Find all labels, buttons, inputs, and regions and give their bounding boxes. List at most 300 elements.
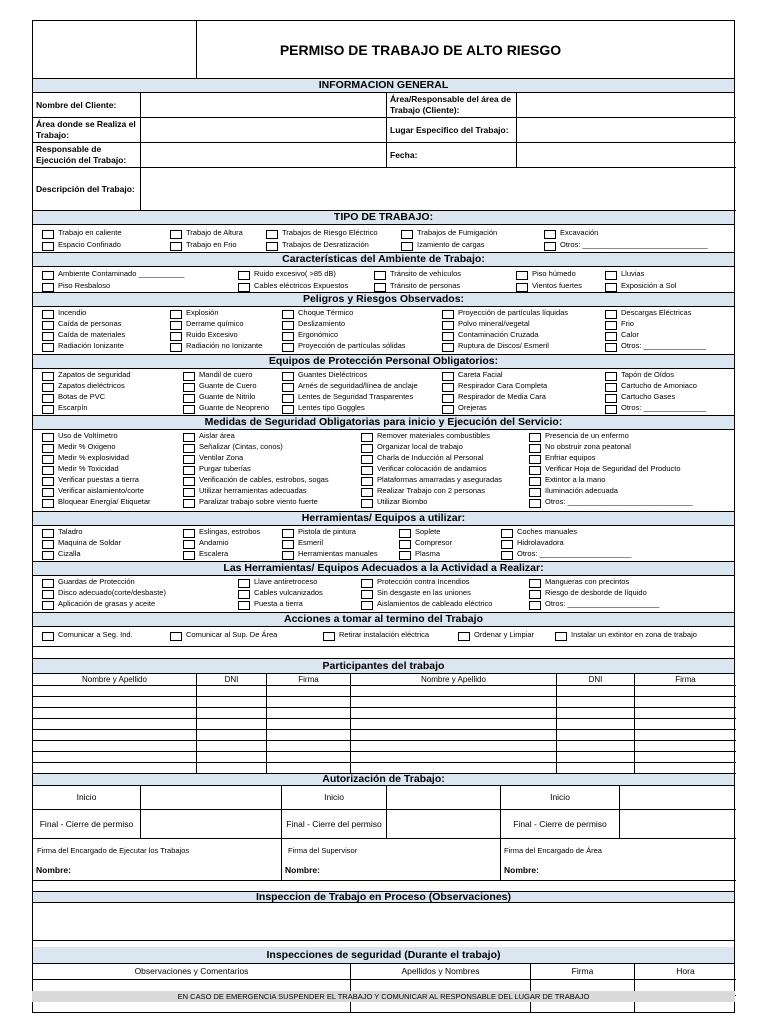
checkbox-item[interactable]: [282, 319, 442, 330]
checkbox[interactable]: [399, 540, 411, 549]
checkbox[interactable]: [529, 444, 541, 453]
checkbox-label: Derrame químico: [186, 319, 244, 328]
table-cell[interactable]: [557, 741, 635, 752]
table-cell[interactable]: [557, 763, 635, 774]
checkbox-item[interactable]: Ambiente Contaminado ___________: [42, 269, 232, 280]
input-fecha[interactable]: [517, 143, 736, 168]
input-area-donde[interactable]: [141, 118, 387, 143]
table-cell[interactable]: [635, 708, 736, 719]
checkbox-item[interactable]: [442, 381, 602, 392]
table-cell[interactable]: [267, 686, 351, 697]
checkbox-item[interactable]: Ruido excesivo( >85 dB): [238, 269, 373, 280]
checkbox-item[interactable]: [501, 538, 701, 549]
checkbox-item[interactable]: [183, 475, 358, 486]
checkbox[interactable]: [529, 455, 541, 464]
table-cell[interactable]: [557, 719, 635, 730]
checkbox-item[interactable]: [361, 577, 529, 588]
table-cell[interactable]: [33, 686, 197, 697]
table-cell[interactable]: [267, 730, 351, 741]
checkbox[interactable]: [529, 590, 541, 599]
table-cell[interactable]: [557, 752, 635, 763]
checkbox-item[interactable]: [183, 464, 358, 475]
checkbox-item[interactable]: [282, 392, 442, 403]
input-lugar[interactable]: [517, 118, 736, 143]
checkbox-item[interactable]: [42, 527, 182, 538]
checkbox[interactable]: [183, 383, 195, 392]
checkbox[interactable]: [183, 433, 195, 442]
checkbox[interactable]: [42, 372, 54, 381]
checkbox-item[interactable]: [183, 381, 278, 392]
input-final-2[interactable]: [387, 810, 501, 839]
checkbox-item[interactable]: Exposición a Sol: [605, 281, 725, 292]
checkbox[interactable]: [442, 321, 454, 330]
checkbox-item[interactable]: [42, 549, 182, 560]
checkbox[interactable]: [361, 444, 373, 453]
checkbox-item[interactable]: Trabajos de Fumigación: [401, 228, 541, 239]
table-cell[interactable]: [267, 708, 351, 719]
checkbox-item[interactable]: [605, 370, 730, 381]
checkbox-item[interactable]: [361, 464, 529, 475]
checkbox[interactable]: [442, 383, 454, 392]
table-cell[interactable]: [635, 752, 736, 763]
table-cell[interactable]: [267, 719, 351, 730]
checkbox[interactable]: [238, 590, 250, 599]
checkbox-item[interactable]: [42, 341, 167, 352]
checkbox-item[interactable]: [170, 330, 278, 341]
checkbox-item[interactable]: [282, 527, 397, 538]
checkbox-item[interactable]: [605, 308, 730, 319]
checkbox-label: Cables vulcanizados: [254, 588, 323, 597]
checkbox-item[interactable]: [282, 538, 397, 549]
col-apellidos: Apellidos y Nombres: [351, 964, 531, 980]
checkbox[interactable]: [282, 405, 294, 414]
checkbox-item[interactable]: [399, 549, 499, 560]
checkbox[interactable]: [605, 310, 617, 319]
checkbox-item[interactable]: [361, 599, 529, 610]
input-inicio-1[interactable]: [141, 786, 282, 810]
checkbox[interactable]: [361, 433, 373, 442]
checkbox[interactable]: [361, 466, 373, 475]
checkbox[interactable]: [183, 372, 195, 381]
checkbox-item[interactable]: Excavación: [544, 228, 664, 239]
checkbox-item[interactable]: [42, 330, 167, 341]
checkbox-item[interactable]: [529, 599, 729, 610]
table-cell[interactable]: [635, 719, 736, 730]
checkbox-label: Verificar colocación de andamios: [377, 464, 487, 473]
checkbox[interactable]: [282, 372, 294, 381]
checkbox-item[interactable]: Tránsito de vehículos: [374, 269, 514, 280]
checkbox[interactable]: [42, 477, 54, 486]
checkbox-item[interactable]: [442, 403, 602, 414]
checkbox-item[interactable]: [183, 431, 358, 442]
checkbox[interactable]: [529, 499, 541, 508]
checkbox-item[interactable]: Trabajo en caliente: [42, 228, 162, 239]
checkbox[interactable]: [183, 540, 195, 549]
checkbox-item[interactable]: [529, 453, 729, 464]
checkbox-item[interactable]: Ordenar y Limpiar: [458, 630, 558, 641]
checkbox-item[interactable]: [238, 588, 358, 599]
checkbox[interactable]: [361, 477, 373, 486]
checkbox[interactable]: [282, 529, 294, 538]
checkbox-item[interactable]: [361, 431, 529, 442]
checkbox-item[interactable]: [183, 453, 358, 464]
checkbox-item[interactable]: [238, 577, 358, 588]
checkbox[interactable]: [183, 488, 195, 497]
table-cell[interactable]: [635, 697, 736, 708]
checkbox[interactable]: [42, 383, 54, 392]
table-cell[interactable]: [33, 697, 197, 708]
table-cell[interactable]: [557, 686, 635, 697]
checkbox-item[interactable]: Trabajos de Desratización: [266, 240, 398, 251]
checkbox-item[interactable]: [282, 381, 442, 392]
table-cell[interactable]: [351, 752, 557, 763]
checkbox-item[interactable]: Piso húmedo: [516, 269, 606, 280]
section-seguridad: Inspecciones de seguridad (Durante el trabajo): [33, 947, 734, 964]
input-inicio-3[interactable]: [620, 786, 736, 810]
checkbox[interactable]: [42, 590, 54, 599]
checkbox-item[interactable]: [183, 442, 358, 453]
checkbox-item[interactable]: [183, 403, 278, 414]
checkbox-item[interactable]: [183, 392, 278, 403]
table-cell[interactable]: [351, 686, 557, 697]
checkbox-item[interactable]: [442, 308, 602, 319]
checkbox[interactable]: [361, 579, 373, 588]
checkbox[interactable]: [361, 590, 373, 599]
checkbox[interactable]: [42, 394, 54, 403]
checkbox-item[interactable]: [442, 370, 602, 381]
checkbox-item[interactable]: [361, 588, 529, 599]
checkbox[interactable]: [170, 343, 182, 352]
table-cell[interactable]: [351, 719, 557, 730]
checkbox-item[interactable]: [183, 538, 278, 549]
checkbox-item[interactable]: Espacio Confinado: [42, 240, 162, 251]
checkbox-label: Hidrolavadora: [517, 538, 564, 547]
table-cell[interactable]: [197, 708, 267, 719]
checkbox-item[interactable]: [361, 475, 529, 486]
checkbox[interactable]: [170, 310, 182, 319]
checkbox[interactable]: [529, 466, 541, 475]
checkbox[interactable]: [442, 332, 454, 341]
participantes-table: [33, 674, 734, 774]
checkbox-item[interactable]: [42, 577, 232, 588]
info-grid: [33, 93, 734, 211]
checkbox[interactable]: [183, 405, 195, 414]
checkbox-item[interactable]: [42, 442, 182, 453]
checkbox[interactable]: [42, 405, 54, 414]
checkbox[interactable]: [42, 579, 54, 588]
checkbox[interactable]: [170, 332, 182, 341]
checkbox-label: Sin desgaste en las uniones: [377, 588, 471, 597]
checkbox-item[interactable]: [42, 588, 232, 599]
checkbox[interactable]: [183, 499, 195, 508]
checkbox[interactable]: [605, 372, 617, 381]
checkbox[interactable]: [282, 310, 294, 319]
tipo-options: [33, 225, 734, 253]
checkbox-item[interactable]: [529, 475, 729, 486]
checkbox[interactable]: [42, 540, 54, 549]
checkbox[interactable]: [183, 529, 195, 538]
checkbox[interactable]: [42, 466, 54, 475]
table-cell[interactable]: [557, 730, 635, 741]
table-cell[interactable]: [33, 719, 197, 730]
checkbox[interactable]: [501, 529, 513, 538]
checkbox[interactable]: [42, 444, 54, 453]
checkbox-label: Utilizar herramientas adecuadas: [199, 486, 307, 495]
checkbox[interactable]: [529, 477, 541, 486]
checkbox-item[interactable]: Vientos fuertes: [516, 281, 606, 292]
table-cell[interactable]: [197, 697, 267, 708]
input-final-3[interactable]: [620, 810, 736, 839]
checkbox-item[interactable]: [605, 403, 730, 414]
checkbox[interactable]: [529, 433, 541, 442]
checkbox[interactable]: [42, 455, 54, 464]
col-hora: Hora: [635, 964, 736, 980]
checkbox[interactable]: [183, 477, 195, 486]
checkbox[interactable]: [282, 343, 294, 352]
checkbox-item[interactable]: [442, 330, 602, 341]
checkbox-label: Respirador de Media Cara: [458, 392, 546, 401]
checkbox[interactable]: [42, 332, 54, 341]
checkbox[interactable]: [442, 405, 454, 414]
table-cell[interactable]: [635, 741, 736, 752]
checkbox[interactable]: [442, 394, 454, 403]
checkbox[interactable]: [361, 601, 373, 610]
checkbox-item[interactable]: [282, 370, 442, 381]
table-cell[interactable]: [197, 686, 267, 697]
table-cell[interactable]: [33, 741, 197, 752]
input-final-1[interactable]: [141, 810, 282, 839]
checkbox[interactable]: [183, 455, 195, 464]
ambiente-options: [33, 267, 734, 293]
checkbox[interactable]: [361, 488, 373, 497]
checkbox-label: Ergonómico: [298, 330, 339, 339]
checkbox[interactable]: [42, 321, 54, 330]
checkbox-label: Cartucho Gases: [621, 392, 676, 401]
checkbox[interactable]: [501, 540, 513, 549]
table-cell[interactable]: [351, 741, 557, 752]
checkbox[interactable]: [529, 601, 541, 610]
checkbox[interactable]: [42, 433, 54, 442]
table-cell[interactable]: [197, 730, 267, 741]
checkbox[interactable]: [442, 310, 454, 319]
checkbox[interactable]: [605, 405, 617, 414]
checkbox-item[interactable]: [183, 486, 358, 497]
table-cell[interactable]: [197, 752, 267, 763]
checkbox-item[interactable]: [361, 486, 529, 497]
checkbox-item[interactable]: [183, 527, 278, 538]
checkbox-item[interactable]: Retirar instalación eléctrica: [323, 630, 453, 641]
checkbox-item[interactable]: [529, 497, 729, 508]
table-cell[interactable]: [351, 730, 557, 741]
checkbox-item[interactable]: [399, 527, 499, 538]
checkbox[interactable]: [42, 343, 54, 352]
checkbox[interactable]: [399, 529, 411, 538]
checkbox[interactable]: [605, 343, 617, 352]
checkbox-item[interactable]: [42, 381, 182, 392]
checkbox-item[interactable]: [442, 319, 602, 330]
checkbox-item[interactable]: [361, 442, 529, 453]
table-cell[interactable]: [267, 697, 351, 708]
checkbox-item[interactable]: [42, 464, 182, 475]
table-cell[interactable]: [33, 752, 197, 763]
checkbox-item[interactable]: [529, 442, 729, 453]
checkbox-item[interactable]: Comunicar al Sup. De Área: [170, 630, 310, 641]
checkbox-item[interactable]: [170, 308, 278, 319]
table-cell[interactable]: [33, 763, 197, 774]
checkbox[interactable]: [442, 343, 454, 352]
checkbox-item[interactable]: [529, 464, 729, 475]
checkbox[interactable]: [183, 394, 195, 403]
column-header: Firma: [635, 674, 736, 686]
checkbox-label: Choque Térmico: [298, 308, 354, 317]
checkbox-item[interactable]: Piso Resbaloso: [42, 281, 232, 292]
checkbox-item[interactable]: [361, 497, 529, 508]
checkbox-label: Señalizar (Cintas, conos): [199, 442, 283, 451]
checkbox-item[interactable]: [282, 341, 442, 352]
checkbox-item[interactable]: [529, 577, 729, 588]
checkbox-item[interactable]: Trabajos de Riesgo Eléctrico: [266, 228, 398, 239]
checkbox-item[interactable]: [42, 486, 182, 497]
table-cell[interactable]: [635, 686, 736, 697]
checkbox[interactable]: [501, 551, 513, 560]
checkbox-item[interactable]: [282, 330, 442, 341]
checkbox[interactable]: [282, 332, 294, 341]
table-cell[interactable]: [197, 741, 267, 752]
checkbox[interactable]: [361, 455, 373, 464]
checkbox-item[interactable]: [42, 431, 182, 442]
table-cell[interactable]: [557, 697, 635, 708]
checkbox-item[interactable]: [42, 497, 182, 508]
checkbox-item[interactable]: [529, 431, 729, 442]
checkbox[interactable]: [529, 579, 541, 588]
checkbox-item[interactable]: [282, 403, 442, 414]
checkbox-item[interactable]: [399, 538, 499, 549]
checkbox-item[interactable]: Instalar un extintor en zona de trabajo: [555, 630, 735, 641]
checkbox-item[interactable]: Lluvias: [605, 269, 725, 280]
checkbox[interactable]: [282, 394, 294, 403]
inspeccion-observaciones[interactable]: [33, 903, 734, 941]
checkbox[interactable]: [238, 579, 250, 588]
checkbox-item[interactable]: [529, 588, 729, 599]
checkbox-label: Botas de PVC: [58, 392, 106, 401]
checkbox-item[interactable]: Tránsito de personas: [374, 281, 514, 292]
checkbox[interactable]: [399, 551, 411, 560]
section-info: INFORMACION GENERAL: [33, 79, 734, 93]
checkbox-item[interactable]: Trabajo de Altura: [170, 228, 262, 239]
checkbox-item[interactable]: [42, 599, 232, 610]
checkbox-item[interactable]: [238, 599, 358, 610]
checkbox[interactable]: [605, 383, 617, 392]
checkbox-item[interactable]: [42, 392, 182, 403]
table-cell[interactable]: [635, 730, 736, 741]
input-inicio-2[interactable]: [387, 786, 501, 810]
checkbox-label: Bloquear Energía/ Etiquetar: [58, 497, 151, 506]
table-cell[interactable]: [197, 763, 267, 774]
table-cell[interactable]: [267, 741, 351, 752]
checkbox-item[interactable]: [605, 392, 730, 403]
checkbox[interactable]: [170, 321, 182, 330]
table-cell[interactable]: [267, 752, 351, 763]
table-cell[interactable]: [197, 719, 267, 730]
checkbox[interactable]: [605, 332, 617, 341]
checkbox[interactable]: [183, 444, 195, 453]
checkbox[interactable]: [361, 499, 373, 508]
checkbox[interactable]: [238, 601, 250, 610]
checkbox-item[interactable]: [605, 330, 730, 341]
checkbox-item[interactable]: Trabajo en Frio: [170, 240, 262, 251]
checkbox-item[interactable]: [42, 319, 167, 330]
input-descripcion[interactable]: [141, 168, 736, 211]
checkbox-label: Aplicación de grasas y aceite: [58, 599, 156, 608]
checkbox-item[interactable]: [42, 538, 182, 549]
checkbox-item[interactable]: [501, 549, 701, 560]
checkbox-item[interactable]: [183, 549, 278, 560]
checkbox-item[interactable]: [183, 370, 278, 381]
table-cell[interactable]: [351, 697, 557, 708]
checkbox-item[interactable]: [170, 341, 278, 352]
checkbox-item[interactable]: Comunicar a Seg. Ind.: [42, 630, 167, 641]
input-responsable[interactable]: [141, 143, 387, 168]
table-cell[interactable]: [33, 708, 197, 719]
checkbox[interactable]: [42, 310, 54, 319]
table-cell[interactable]: [33, 730, 197, 741]
checkbox-item[interactable]: [183, 497, 358, 508]
table-cell[interactable]: [557, 708, 635, 719]
input-area-resp[interactable]: [517, 93, 736, 118]
checkbox-item[interactable]: [442, 341, 602, 352]
checkbox[interactable]: [282, 551, 294, 560]
checkbox[interactable]: [183, 551, 195, 560]
checkbox-item[interactable]: [42, 403, 182, 414]
checkbox[interactable]: [605, 321, 617, 330]
checkbox-item[interactable]: [442, 392, 602, 403]
checkbox-item[interactable]: [605, 341, 730, 352]
checkbox-item[interactable]: Otros: ______________________________: [544, 240, 734, 251]
checkbox-item[interactable]: Cables eléctricos Expuestos: [238, 281, 373, 292]
checkbox-item[interactable]: [42, 453, 182, 464]
checkbox-item[interactable]: [42, 370, 182, 381]
input-cliente[interactable]: [141, 93, 387, 118]
checkbox-label: Protección contra Incendios: [377, 577, 470, 586]
checkbox-item[interactable]: [605, 381, 730, 392]
checkbox-item[interactable]: [361, 453, 529, 464]
checkbox-item[interactable]: [529, 486, 729, 497]
checkbox[interactable]: [42, 529, 54, 538]
checkbox[interactable]: [282, 321, 294, 330]
table-cell[interactable]: [635, 763, 736, 774]
checkbox[interactable]: [282, 383, 294, 392]
checkbox[interactable]: [605, 394, 617, 403]
checkbox-item[interactable]: Izamiento de cargas: [401, 240, 541, 251]
checkbox-item[interactable]: [42, 308, 167, 319]
checkbox-item[interactable]: [501, 527, 701, 538]
table-cell[interactable]: [351, 708, 557, 719]
checkbox[interactable]: [529, 488, 541, 497]
checkbox-item[interactable]: [282, 549, 397, 560]
checkbox-item[interactable]: [170, 319, 278, 330]
checkbox-item[interactable]: [42, 475, 182, 486]
checkbox[interactable]: [42, 601, 54, 610]
checkbox[interactable]: [442, 372, 454, 381]
checkbox[interactable]: [282, 540, 294, 549]
checkbox[interactable]: [42, 488, 54, 497]
checkbox-item[interactable]: [605, 319, 730, 330]
checkbox-item[interactable]: [282, 308, 442, 319]
checkbox[interactable]: [42, 551, 54, 560]
checkbox-label: Aislamientos de cableado eléctrico: [377, 599, 493, 608]
checkbox[interactable]: [183, 466, 195, 475]
checkbox[interactable]: [42, 499, 54, 508]
